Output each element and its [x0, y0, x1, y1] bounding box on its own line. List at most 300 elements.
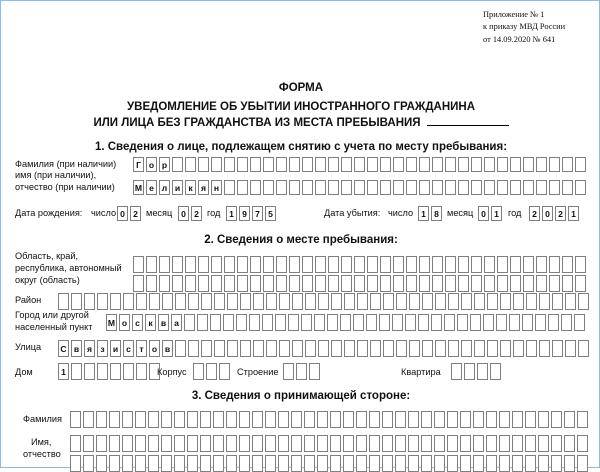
char-cell[interactable]	[434, 455, 445, 472]
char-cell[interactable]	[341, 275, 352, 292]
char-cell[interactable]	[109, 455, 120, 472]
char-cell[interactable]	[393, 157, 404, 172]
char-cell[interactable]	[575, 256, 586, 273]
char-cell[interactable]	[575, 157, 586, 172]
char-cell[interactable]	[409, 340, 420, 357]
char-cell[interactable]	[237, 180, 248, 195]
char-cell[interactable]: о	[119, 314, 130, 331]
char-cell[interactable]	[292, 293, 303, 310]
char-cell[interactable]	[70, 455, 81, 472]
char-cell[interactable]	[487, 340, 498, 357]
char-cell[interactable]	[239, 455, 250, 472]
char-cell[interactable]	[474, 293, 485, 310]
char-cell[interactable]	[344, 340, 355, 357]
char-cell[interactable]	[200, 455, 211, 472]
char-cell[interactable]	[382, 411, 393, 428]
char-cell[interactable]: Г	[133, 157, 144, 172]
char-cell[interactable]	[395, 411, 406, 428]
char-cell[interactable]	[276, 256, 287, 273]
char-cell[interactable]	[406, 180, 417, 195]
char-cell[interactable]	[354, 275, 365, 292]
char-cell[interactable]	[395, 455, 406, 472]
char-cell[interactable]	[70, 411, 81, 428]
char-cell[interactable]	[564, 411, 575, 428]
host-surname-cells[interactable]	[70, 411, 588, 428]
char-cell[interactable]	[161, 435, 172, 452]
char-cell[interactable]	[484, 275, 495, 292]
char-cell[interactable]	[289, 157, 300, 172]
char-cell[interactable]	[490, 363, 501, 380]
char-cell[interactable]	[188, 293, 199, 310]
char-cell[interactable]	[175, 293, 186, 310]
char-cell[interactable]	[357, 340, 368, 357]
char-cell[interactable]	[185, 275, 196, 292]
char-cell[interactable]	[96, 435, 107, 452]
departure-year-cells[interactable]	[529, 206, 579, 221]
char-cell[interactable]	[70, 435, 81, 452]
char-cell[interactable]	[564, 435, 575, 452]
char-cell[interactable]	[148, 435, 159, 452]
char-cell[interactable]	[174, 411, 185, 428]
char-cell[interactable]	[447, 411, 458, 428]
char-cell[interactable]	[302, 180, 313, 195]
char-cell[interactable]	[187, 435, 198, 452]
char-cell[interactable]	[252, 411, 263, 428]
char-cell[interactable]	[278, 455, 289, 472]
host-name-cells-row-1[interactable]	[70, 435, 588, 452]
char-cell[interactable]	[174, 435, 185, 452]
char-cell[interactable]	[383, 340, 394, 357]
char-cell[interactable]	[315, 157, 326, 172]
char-cell[interactable]	[289, 256, 300, 273]
char-cell[interactable]: с	[132, 314, 143, 331]
departure-month-cells[interactable]	[478, 206, 502, 221]
char-cell[interactable]	[227, 340, 238, 357]
char-cell[interactable]	[510, 275, 521, 292]
char-cell[interactable]	[354, 157, 365, 172]
char-cell[interactable]	[172, 157, 183, 172]
char-cell[interactable]	[565, 293, 576, 310]
char-cell[interactable]	[198, 157, 209, 172]
char-cell[interactable]	[458, 180, 469, 195]
char-cell[interactable]	[578, 340, 589, 357]
char-cell[interactable]	[278, 411, 289, 428]
char-cell[interactable]	[457, 314, 468, 331]
char-cell[interactable]	[236, 314, 247, 331]
char-cell[interactable]	[265, 455, 276, 472]
structure-cells[interactable]	[283, 363, 320, 380]
char-cell[interactable]	[253, 293, 264, 310]
char-cell[interactable]	[304, 435, 315, 452]
char-cell[interactable]	[461, 340, 472, 357]
char-cell[interactable]: М	[133, 180, 144, 195]
char-cell[interactable]	[577, 411, 588, 428]
char-cell[interactable]	[460, 411, 471, 428]
char-cell[interactable]	[135, 411, 146, 428]
char-cell[interactable]	[548, 314, 559, 331]
char-cell[interactable]	[200, 435, 211, 452]
name-cells[interactable]	[133, 180, 586, 195]
char-cell[interactable]	[263, 157, 274, 172]
char-cell[interactable]	[175, 340, 186, 357]
char-cell[interactable]: е	[146, 180, 157, 195]
district-cells[interactable]	[58, 293, 589, 310]
char-cell[interactable]	[302, 256, 313, 273]
char-cell[interactable]	[223, 314, 234, 331]
char-cell[interactable]	[421, 455, 432, 472]
char-cell[interactable]	[445, 256, 456, 273]
char-cell[interactable]	[496, 314, 507, 331]
region-cells-row-2[interactable]	[133, 275, 586, 292]
char-cell[interactable]	[133, 256, 144, 273]
char-cell[interactable]: С	[58, 340, 69, 357]
char-cell[interactable]	[237, 256, 248, 273]
char-cell[interactable]	[305, 340, 316, 357]
char-cell[interactable]	[301, 314, 312, 331]
char-cell[interactable]	[523, 157, 534, 172]
char-cell[interactable]	[369, 455, 380, 472]
char-cell[interactable]	[499, 411, 510, 428]
char-cell[interactable]	[240, 340, 251, 357]
char-cell[interactable]	[296, 363, 307, 380]
char-cell[interactable]	[122, 435, 133, 452]
char-cell[interactable]	[356, 435, 367, 452]
char-cell[interactable]	[172, 256, 183, 273]
char-cell[interactable]	[551, 455, 562, 472]
char-cell[interactable]	[289, 180, 300, 195]
char-cell[interactable]	[461, 293, 472, 310]
char-cell[interactable]	[473, 411, 484, 428]
char-cell[interactable]: и	[172, 180, 183, 195]
char-cell[interactable]	[393, 256, 404, 273]
char-cell[interactable]	[575, 180, 586, 195]
char-cell[interactable]	[266, 293, 277, 310]
char-cell[interactable]	[445, 180, 456, 195]
char-cell[interactable]	[71, 293, 82, 310]
char-cell[interactable]	[263, 180, 274, 195]
char-cell[interactable]: 1	[568, 206, 579, 221]
char-cell[interactable]	[538, 411, 549, 428]
char-cell[interactable]	[575, 275, 586, 292]
char-cell[interactable]	[513, 293, 524, 310]
char-cell[interactable]	[484, 256, 495, 273]
char-cell[interactable]	[562, 275, 573, 292]
char-cell[interactable]	[523, 256, 534, 273]
char-cell[interactable]	[265, 435, 276, 452]
char-cell[interactable]	[486, 435, 497, 452]
char-cell[interactable]	[486, 411, 497, 428]
char-cell[interactable]	[133, 275, 144, 292]
char-cell[interactable]	[578, 293, 589, 310]
char-cell[interactable]	[525, 411, 536, 428]
char-cell[interactable]	[525, 435, 536, 452]
char-cell[interactable]	[252, 435, 263, 452]
char-cell[interactable]	[328, 256, 339, 273]
char-cell[interactable]	[328, 275, 339, 292]
region-cells-row-1[interactable]	[133, 256, 586, 273]
char-cell[interactable]	[266, 340, 277, 357]
char-cell[interactable]	[330, 411, 341, 428]
char-cell[interactable]	[136, 363, 147, 380]
char-cell[interactable]	[96, 455, 107, 472]
char-cell[interactable]	[552, 293, 563, 310]
char-cell[interactable]	[460, 455, 471, 472]
char-cell[interactable]	[340, 314, 351, 331]
char-cell[interactable]	[396, 340, 407, 357]
char-cell[interactable]	[96, 411, 107, 428]
char-cell[interactable]	[484, 180, 495, 195]
char-cell[interactable]	[200, 411, 211, 428]
char-cell[interactable]: а	[171, 314, 182, 331]
char-cell[interactable]: 8	[431, 206, 442, 221]
char-cell[interactable]	[122, 455, 133, 472]
char-cell[interactable]	[383, 293, 394, 310]
char-cell[interactable]	[318, 293, 329, 310]
char-cell[interactable]	[512, 411, 523, 428]
char-cell[interactable]	[184, 314, 195, 331]
char-cell[interactable]	[172, 275, 183, 292]
char-cell[interactable]	[369, 411, 380, 428]
char-cell[interactable]	[226, 435, 237, 452]
char-cell[interactable]	[343, 455, 354, 472]
char-cell[interactable]	[109, 411, 120, 428]
char-cell[interactable]	[135, 455, 146, 472]
char-cell[interactable]	[562, 157, 573, 172]
char-cell[interactable]	[252, 455, 263, 472]
char-cell[interactable]	[292, 340, 303, 357]
char-cell[interactable]	[471, 256, 482, 273]
street-cells[interactable]	[58, 340, 589, 357]
char-cell[interactable]	[536, 180, 547, 195]
char-cell[interactable]	[213, 455, 224, 472]
char-cell[interactable]: 0	[478, 206, 489, 221]
char-cell[interactable]	[146, 256, 157, 273]
char-cell[interactable]	[422, 293, 433, 310]
char-cell[interactable]	[328, 180, 339, 195]
char-cell[interactable]	[263, 256, 274, 273]
char-cell[interactable]	[551, 435, 562, 452]
char-cell[interactable]	[549, 180, 560, 195]
char-cell[interactable]	[214, 293, 225, 310]
char-cell[interactable]	[432, 275, 443, 292]
char-cell[interactable]	[473, 435, 484, 452]
char-cell[interactable]	[193, 363, 204, 380]
char-cell[interactable]	[539, 340, 550, 357]
char-cell[interactable]	[497, 180, 508, 195]
char-cell[interactable]	[304, 411, 315, 428]
char-cell[interactable]	[315, 180, 326, 195]
char-cell[interactable]: я	[84, 340, 95, 357]
char-cell[interactable]	[198, 256, 209, 273]
char-cell[interactable]	[526, 340, 537, 357]
char-cell[interactable]: н	[211, 180, 222, 195]
char-cell[interactable]	[499, 455, 510, 472]
char-cell[interactable]	[526, 293, 537, 310]
char-cell[interactable]	[159, 275, 170, 292]
char-cell[interactable]	[237, 157, 248, 172]
char-cell[interactable]	[497, 256, 508, 273]
char-cell[interactable]	[444, 314, 455, 331]
char-cell[interactable]	[263, 275, 274, 292]
char-cell[interactable]: л	[159, 180, 170, 195]
char-cell[interactable]	[535, 314, 546, 331]
char-cell[interactable]	[497, 157, 508, 172]
char-cell[interactable]	[315, 256, 326, 273]
char-cell[interactable]	[448, 340, 459, 357]
birth-day-cells[interactable]	[117, 206, 141, 221]
char-cell[interactable]	[162, 293, 173, 310]
char-cell[interactable]	[227, 293, 238, 310]
char-cell[interactable]	[367, 180, 378, 195]
char-cell[interactable]	[418, 314, 429, 331]
char-cell[interactable]	[500, 340, 511, 357]
char-cell[interactable]	[458, 275, 469, 292]
char-cell[interactable]	[471, 180, 482, 195]
char-cell[interactable]	[538, 435, 549, 452]
char-cell[interactable]	[477, 363, 488, 380]
char-cell[interactable]	[328, 157, 339, 172]
char-cell[interactable]	[159, 256, 170, 273]
char-cell[interactable]: 0	[117, 206, 128, 221]
char-cell[interactable]	[525, 455, 536, 472]
char-cell[interactable]	[97, 363, 108, 380]
char-cell[interactable]	[288, 314, 299, 331]
char-cell[interactable]	[302, 275, 313, 292]
char-cell[interactable]: о	[149, 340, 160, 357]
char-cell[interactable]	[149, 293, 160, 310]
char-cell[interactable]	[317, 455, 328, 472]
char-cell[interactable]	[318, 340, 329, 357]
char-cell[interactable]	[283, 363, 294, 380]
char-cell[interactable]	[552, 340, 563, 357]
building-cells[interactable]	[193, 363, 230, 380]
char-cell[interactable]	[341, 180, 352, 195]
char-cell[interactable]	[123, 363, 134, 380]
city-cells[interactable]	[106, 314, 585, 331]
char-cell[interactable]	[421, 411, 432, 428]
char-cell[interactable]	[239, 435, 250, 452]
char-cell[interactable]	[499, 435, 510, 452]
char-cell[interactable]	[240, 293, 251, 310]
char-cell[interactable]	[110, 293, 121, 310]
char-cell[interactable]	[289, 275, 300, 292]
char-cell[interactable]	[224, 275, 235, 292]
char-cell[interactable]: в	[162, 340, 173, 357]
char-cell[interactable]	[302, 157, 313, 172]
char-cell[interactable]	[97, 293, 108, 310]
char-cell[interactable]	[309, 363, 320, 380]
char-cell[interactable]	[408, 411, 419, 428]
char-cell[interactable]	[123, 293, 134, 310]
char-cell[interactable]	[458, 157, 469, 172]
char-cell[interactable]	[458, 256, 469, 273]
char-cell[interactable]	[510, 157, 521, 172]
char-cell[interactable]	[161, 411, 172, 428]
char-cell[interactable]	[460, 435, 471, 452]
char-cell[interactable]	[136, 293, 147, 310]
char-cell[interactable]	[187, 455, 198, 472]
char-cell[interactable]: и	[110, 340, 121, 357]
char-cell[interactable]	[146, 275, 157, 292]
char-cell[interactable]: 1	[491, 206, 502, 221]
char-cell[interactable]	[354, 180, 365, 195]
char-cell[interactable]	[382, 435, 393, 452]
char-cell[interactable]	[435, 340, 446, 357]
char-cell[interactable]	[331, 293, 342, 310]
char-cell[interactable]	[279, 340, 290, 357]
char-cell[interactable]	[406, 256, 417, 273]
char-cell[interactable]	[226, 411, 237, 428]
char-cell[interactable]: 2	[555, 206, 566, 221]
char-cell[interactable]	[577, 455, 588, 472]
char-cell[interactable]	[409, 293, 420, 310]
char-cell[interactable]	[197, 314, 208, 331]
char-cell[interactable]	[71, 363, 82, 380]
char-cell[interactable]	[341, 157, 352, 172]
char-cell[interactable]	[474, 340, 485, 357]
char-cell[interactable]: 5	[265, 206, 276, 221]
char-cell[interactable]	[185, 157, 196, 172]
char-cell[interactable]	[214, 340, 225, 357]
char-cell[interactable]	[422, 340, 433, 357]
char-cell[interactable]	[330, 435, 341, 452]
house-cells[interactable]	[58, 363, 160, 380]
char-cell[interactable]: М	[106, 314, 117, 331]
char-cell[interactable]	[497, 275, 508, 292]
char-cell[interactable]	[471, 157, 482, 172]
char-cell[interactable]	[369, 435, 380, 452]
char-cell[interactable]	[83, 411, 94, 428]
char-cell[interactable]	[431, 314, 442, 331]
char-cell[interactable]	[510, 256, 521, 273]
char-cell[interactable]	[549, 275, 560, 292]
birth-year-cells[interactable]	[226, 206, 276, 221]
char-cell[interactable]	[356, 411, 367, 428]
char-cell[interactable]	[84, 363, 95, 380]
char-cell[interactable]: 9	[239, 206, 250, 221]
char-cell[interactable]	[509, 314, 520, 331]
char-cell[interactable]	[380, 256, 391, 273]
char-cell[interactable]	[276, 275, 287, 292]
char-cell[interactable]	[510, 180, 521, 195]
char-cell[interactable]	[445, 275, 456, 292]
char-cell[interactable]	[201, 293, 212, 310]
char-cell[interactable]	[471, 275, 482, 292]
char-cell[interactable]	[432, 157, 443, 172]
char-cell[interactable]	[304, 455, 315, 472]
char-cell[interactable]	[564, 455, 575, 472]
char-cell[interactable]	[357, 293, 368, 310]
char-cell[interactable]	[445, 157, 456, 172]
char-cell[interactable]	[419, 256, 430, 273]
char-cell[interactable]	[314, 314, 325, 331]
char-cell[interactable]	[224, 157, 235, 172]
char-cell[interactable]	[315, 275, 326, 292]
char-cell[interactable]	[213, 411, 224, 428]
char-cell[interactable]	[224, 256, 235, 273]
char-cell[interactable]	[419, 275, 430, 292]
host-name-cells-row-2[interactable]	[70, 455, 588, 472]
char-cell[interactable]: 2	[130, 206, 141, 221]
char-cell[interactable]	[198, 275, 209, 292]
char-cell[interactable]: к	[145, 314, 156, 331]
char-cell[interactable]	[265, 411, 276, 428]
char-cell[interactable]	[367, 157, 378, 172]
char-cell[interactable]: 1	[58, 363, 69, 380]
char-cell[interactable]	[421, 435, 432, 452]
char-cell[interactable]	[276, 180, 287, 195]
char-cell[interactable]	[539, 293, 550, 310]
